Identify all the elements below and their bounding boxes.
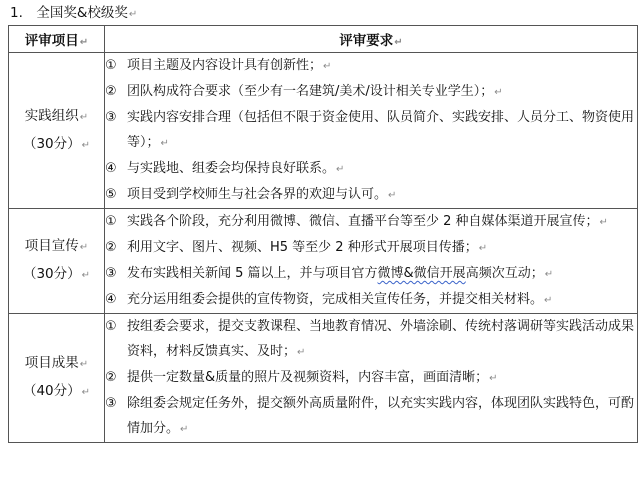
item-text: 实践各个阶段，充分利用微博、微信、直播平台等至少 2 种自媒体渠道开展宣传； [127, 214, 599, 229]
list-item [105, 261, 637, 287]
header-project-label: 评审项目 [24, 33, 79, 49]
requirements-cell [105, 53, 638, 209]
table-header-row [9, 26, 638, 53]
item-text: 与实践地、组委会均保持良好联系。 [127, 161, 336, 176]
item-text: 高频次互动； [465, 266, 544, 281]
paragraph-mark: ↵ [180, 424, 189, 435]
paragraph-mark: ↵ [544, 269, 554, 280]
paragraph-mark: ↵ [79, 359, 89, 370]
paragraph-mark: ↵ [79, 242, 89, 253]
item-text: 实践内容安排合理（包括但不限于资金使用、队员简介、实践安排、人员分工、物资使用等）； [127, 110, 635, 150]
paragraph-mark: ↵ [388, 190, 397, 201]
category-name: 项目成果 [24, 355, 79, 371]
item-number: ② [105, 84, 117, 99]
category-cell [9, 53, 105, 209]
spellcheck-underlined-text: 微博&微信开展 [377, 266, 466, 281]
item-number: ③ [105, 396, 117, 411]
paragraph-mark: ↵ [79, 111, 89, 123]
list-item [105, 287, 637, 313]
header-requirements-label: 评审要求 [339, 33, 394, 49]
item-number: ① [105, 214, 117, 229]
paragraph-mark: ↵ [160, 138, 169, 149]
list-item [105, 79, 637, 105]
paragraph-mark: ↵ [599, 217, 608, 228]
item-number: ① [105, 58, 117, 73]
item-text: 发布实践相关新闻 5 篇以上，并与项目官方 [127, 266, 378, 281]
category-name: 实践组织 [24, 107, 79, 124]
list-item [105, 391, 637, 442]
list-item [105, 105, 637, 156]
category-cell [9, 314, 105, 443]
criteria-table [8, 25, 638, 443]
paragraph-mark: ↵ [489, 373, 498, 384]
list-item [105, 209, 637, 235]
paragraph-mark: ↵ [544, 295, 553, 306]
paragraph-mark: ↵ [394, 37, 403, 48]
item-text: 按组委会要求，提交支教课程、当地教育情况、外墙涂刷、传统村落调研等实践活动成果资料，材料反馈真实、及时； [127, 319, 635, 359]
header-project [9, 26, 105, 53]
item-text: 充分运用组委会提供的宣传物资，完成相关宣传任务，并提交相关材料。 [127, 292, 544, 307]
paragraph-mark: ↵ [81, 270, 91, 281]
category-score: （30分） [22, 135, 81, 152]
item-number: ③ [105, 110, 117, 125]
item-number: ① [105, 319, 117, 334]
paragraph-mark: ↵ [128, 9, 138, 20]
table-row [9, 314, 638, 443]
item-number: ④ [105, 161, 117, 176]
list-item [105, 235, 637, 261]
category-score: （30分） [22, 266, 81, 282]
category-name: 项目宣传 [24, 238, 79, 254]
paragraph-mark: ↵ [297, 347, 306, 358]
list-item [105, 156, 637, 182]
paragraph-mark: ↵ [81, 139, 91, 151]
item-text: 提供一定数量&质量的照片及视频资料，内容丰富，画面清晰； [127, 370, 489, 385]
header-requirements [105, 26, 638, 53]
requirements-cell [105, 314, 638, 443]
requirements-cell [105, 209, 638, 314]
list-item [105, 53, 637, 79]
list-item [105, 182, 637, 208]
paragraph-mark: ↵ [336, 164, 345, 175]
item-number: ④ [105, 292, 117, 307]
table-row [9, 53, 638, 209]
category-cell [9, 209, 105, 314]
item-number: ② [105, 370, 117, 385]
paragraph-mark: ↵ [81, 387, 91, 398]
paragraph-mark: ↵ [323, 61, 332, 72]
item-number: ⑤ [105, 187, 117, 202]
section-heading-text: 1. 全国奖&校级奖 [10, 5, 128, 21]
category-score: （40分） [22, 383, 81, 399]
list-item [105, 365, 637, 391]
paragraph-mark: ↵ [79, 37, 89, 48]
item-text: 项目主题及内容设计具有创新性； [127, 58, 323, 73]
item-text: 团队构成符合要求（至少有一名建筑/美术/设计相关专业学生）； [127, 84, 494, 99]
paragraph-mark: ↵ [478, 243, 488, 254]
item-text: 除组委会规定任务外，提交额外高质量附件，以充实实践内容，体现团队实践特色，可酌情加分。 [127, 396, 635, 436]
list-item [105, 314, 637, 365]
item-number: ③ [105, 266, 117, 281]
item-text: 利用文字、图片、视频、H5 等至少 2 种形式开展项目传播； [127, 240, 478, 255]
table-row [9, 209, 638, 314]
item-text: 项目受到学校师生与社会各界的欢迎与认可。 [127, 187, 388, 202]
section-heading [10, 2, 137, 24]
item-number: ② [105, 240, 117, 255]
paragraph-mark: ↵ [494, 87, 503, 98]
